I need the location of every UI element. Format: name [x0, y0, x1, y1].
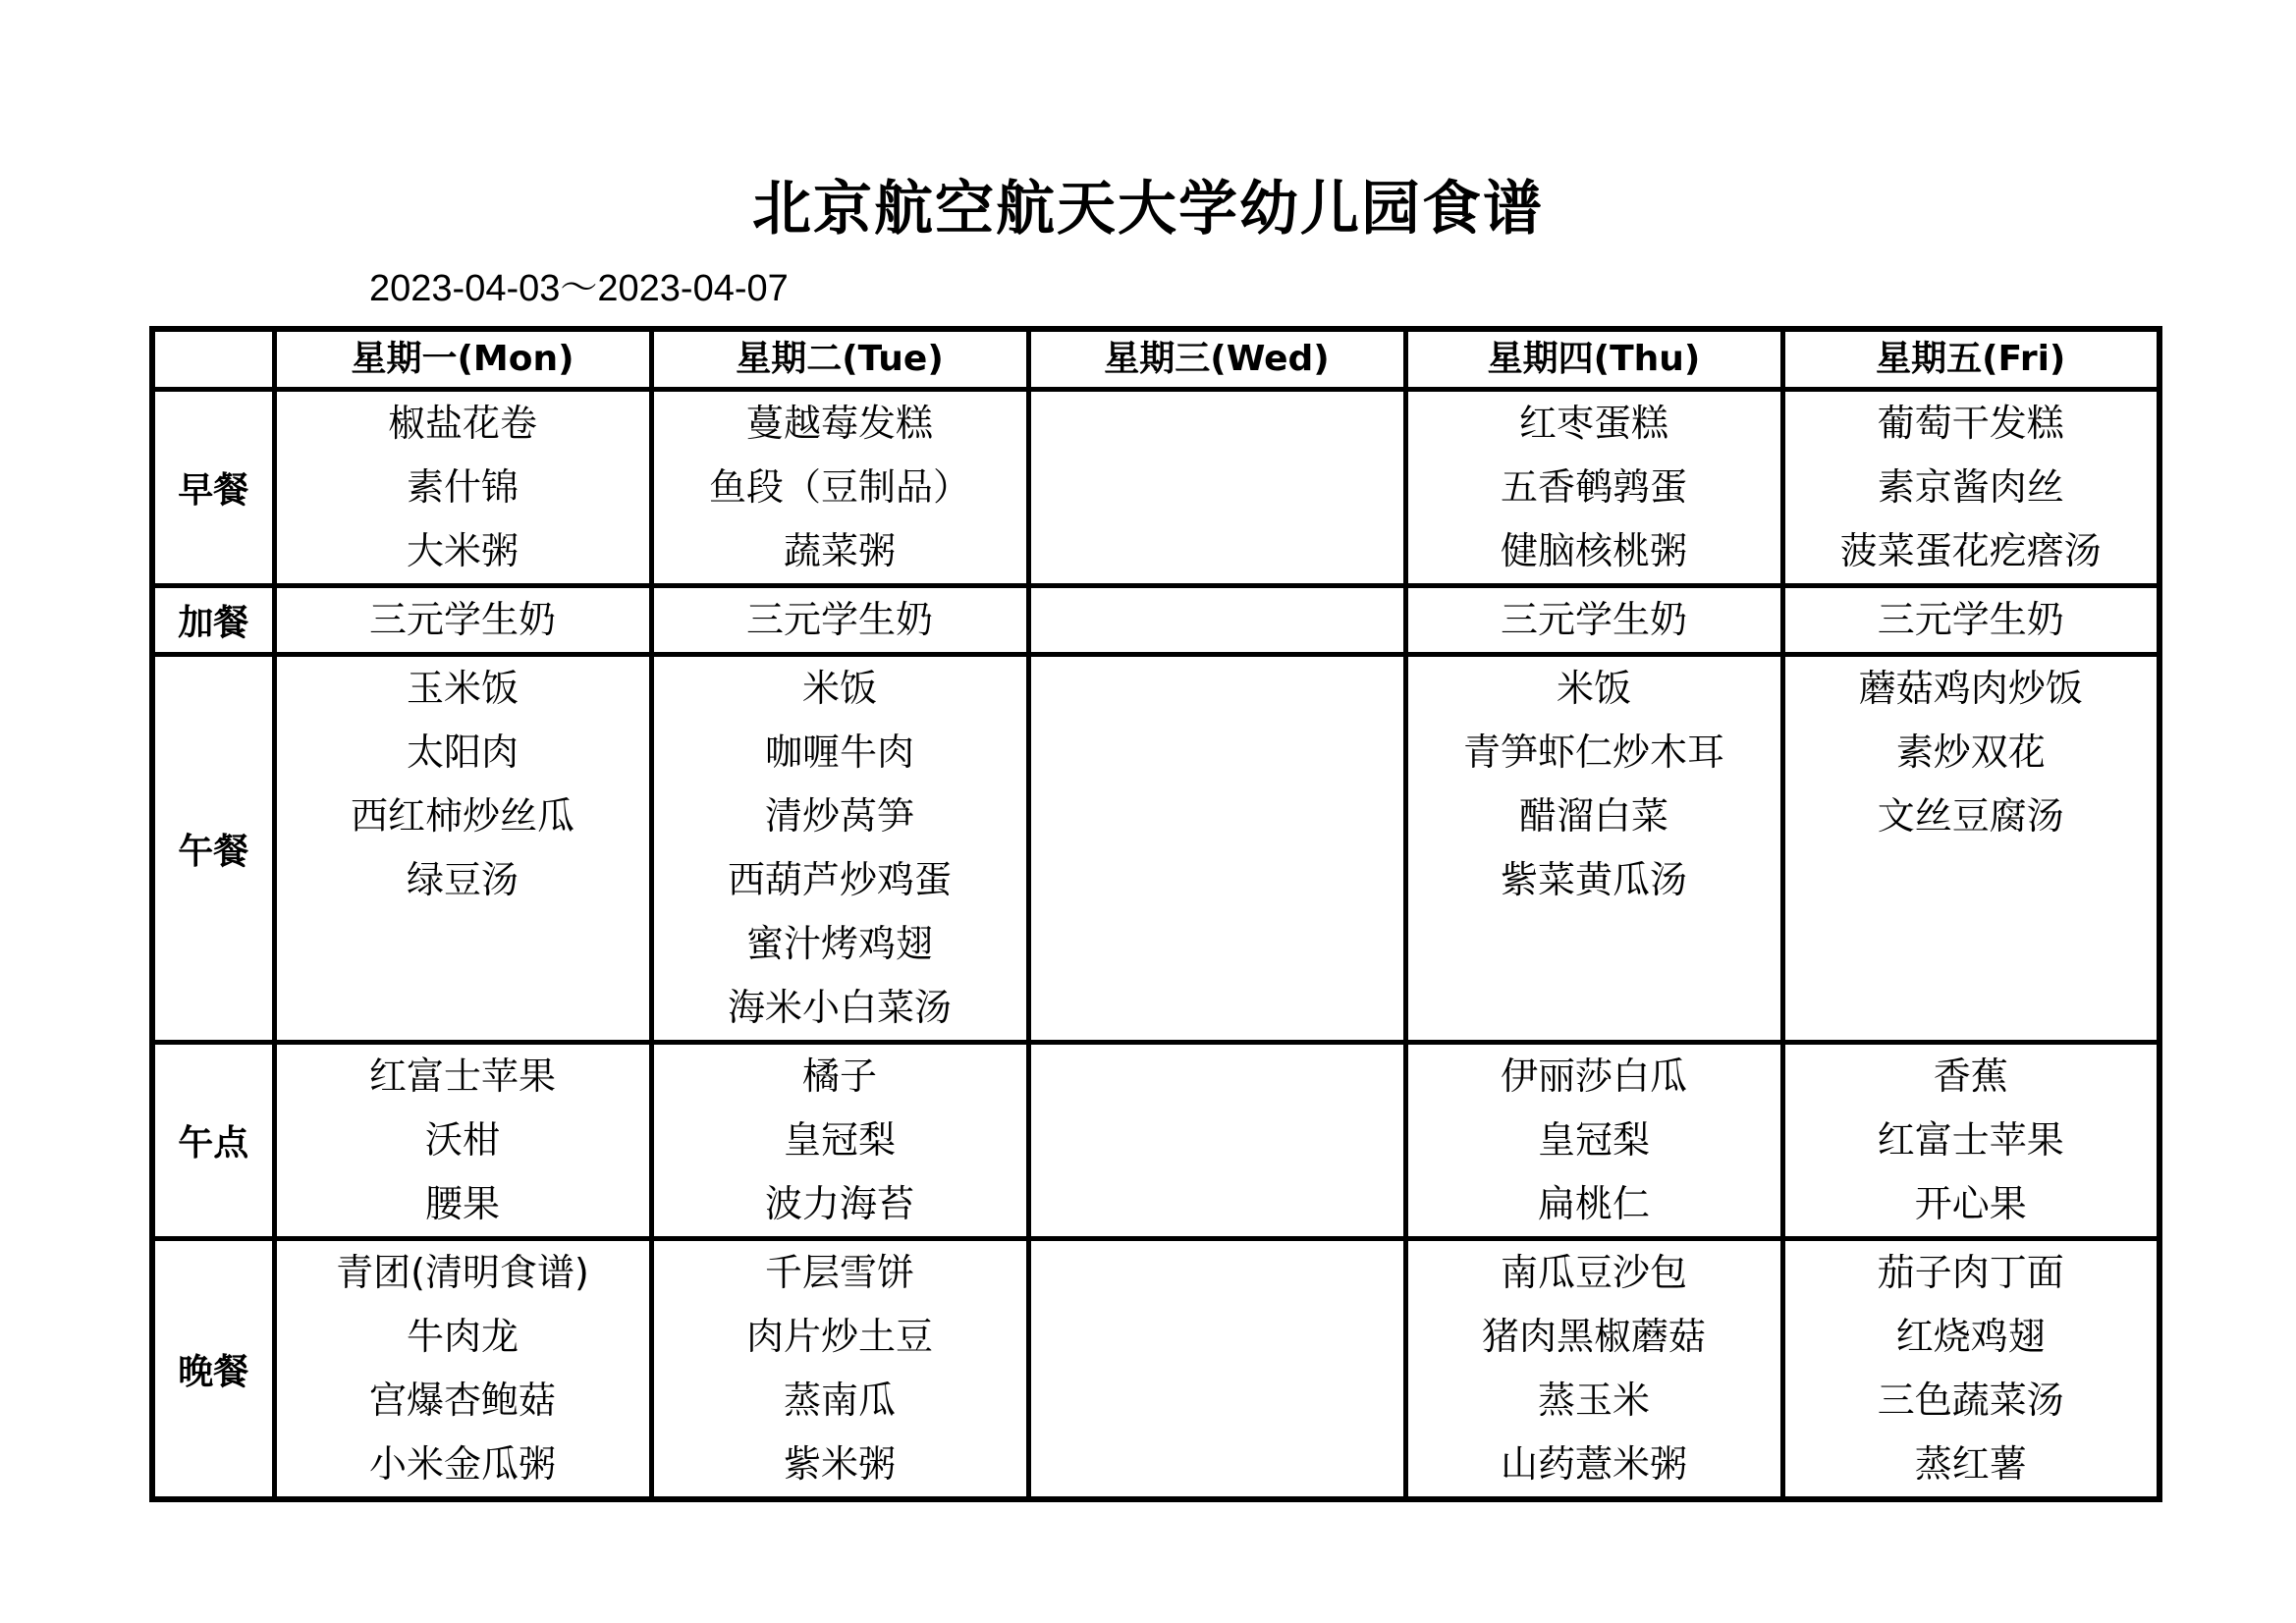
day-cell	[1782, 1239, 2159, 1500]
dish-item: 海米小白菜汤	[727, 986, 952, 1029]
day-cell	[1782, 586, 2159, 655]
date-range: 2023-04-03～2023-04-07	[369, 268, 789, 309]
dish-item: 猪肉黑椒蘑菇	[1481, 1315, 1706, 1358]
dish-item: 波力海苔	[764, 1182, 914, 1225]
meal-label: 午餐	[152, 655, 274, 1043]
day-cell	[1405, 655, 1782, 1043]
dish-item: 三元学生奶	[1500, 598, 1687, 641]
day-cell	[1782, 390, 2159, 586]
dish-item: 沃柑	[424, 1118, 500, 1162]
day-header: 星期四(Thu)	[1405, 329, 1782, 390]
page-title: 北京航空航天大学幼儿园食谱	[752, 175, 1544, 243]
dish-item: 红烧鸡翅	[1895, 1315, 2046, 1358]
dish-item: 三元学生奶	[745, 598, 933, 641]
day-header: 星期三(Wed)	[1028, 329, 1405, 390]
day-cell	[274, 390, 651, 586]
day-cell	[274, 1043, 651, 1239]
dish-item: 牛肉龙	[406, 1315, 519, 1358]
dish-item: 咖喱牛肉	[764, 730, 914, 774]
dish-item: 素炒双花	[1895, 730, 2046, 774]
dish-item: 太阳肉	[406, 730, 519, 774]
dish-item: 蘑菇鸡肉炒饭	[1858, 667, 2083, 710]
day-cell	[651, 1239, 1028, 1500]
day-cell	[651, 655, 1028, 1043]
dish-item: 米饭	[1556, 667, 1631, 710]
dish-item: 伊丽莎白瓜	[1500, 1055, 1687, 1098]
dish-item: 小米金瓜粥	[368, 1442, 556, 1486]
dish-item: 皇冠梨	[1537, 1118, 1650, 1162]
meal-row-lunch	[152, 655, 2159, 1043]
dish-item: 扁桃仁	[1537, 1182, 1650, 1225]
day-header: 星期二(Tue)	[651, 329, 1028, 390]
dish-item: 橘子	[801, 1055, 877, 1098]
dish-item: 蒸南瓜	[783, 1379, 896, 1422]
dish-item: 红富士苹果	[368, 1055, 556, 1098]
dish-item: 红枣蛋糕	[1518, 402, 1668, 445]
day-cell	[274, 586, 651, 655]
day-cell	[651, 390, 1028, 586]
dish-item: 青团(清明食谱)	[336, 1251, 589, 1294]
day-cell	[651, 586, 1028, 655]
dish-item: 红富士苹果	[1877, 1118, 2064, 1162]
dish-item: 西葫芦炒鸡蛋	[727, 858, 952, 901]
day-cell	[274, 1239, 651, 1500]
dish-item: 蒸红薯	[1914, 1442, 2027, 1486]
dish-item: 紫米粥	[783, 1442, 896, 1486]
dish-item: 三元学生奶	[1877, 598, 2064, 641]
day-cell	[1028, 390, 1405, 586]
dish-item: 蒸玉米	[1537, 1379, 1650, 1422]
meal-label: 早餐	[152, 390, 274, 586]
day-cell	[1782, 1043, 2159, 1239]
dish-item: 五香鹌鹑蛋	[1500, 465, 1687, 509]
dish-item: 肉片炒土豆	[745, 1315, 933, 1358]
dish-item: 椒盐花卷	[387, 402, 537, 445]
day-header: 星期一(Mon)	[274, 329, 651, 390]
dish-item: 玉米饭	[406, 667, 519, 710]
dish-item: 绿豆汤	[406, 858, 519, 901]
meal-label: 晚餐	[152, 1239, 274, 1500]
dish-item: 大米粥	[406, 529, 519, 572]
day-cell	[1405, 586, 1782, 655]
meal-row-dinner	[152, 1239, 2159, 1500]
dish-item: 茄子肉丁面	[1877, 1251, 2064, 1294]
meal-label: 午点	[152, 1043, 274, 1239]
dish-item: 鱼段（豆制品）	[708, 465, 970, 509]
dish-item: 蜜汁烤鸡翅	[745, 922, 933, 965]
dish-item: 米饭	[801, 667, 877, 710]
day-cell	[1028, 1239, 1405, 1500]
corner-cell	[152, 329, 274, 390]
day-cell	[1405, 1239, 1782, 1500]
day-cell	[1782, 655, 2159, 1043]
dish-item: 蔓越莓发糕	[745, 402, 933, 445]
day-cell	[1028, 655, 1405, 1043]
dish-item: 葡萄干发糕	[1877, 402, 2064, 445]
dish-item: 菠菜蛋花疙瘩汤	[1839, 529, 2102, 572]
dish-item: 宫爆杏鲍菇	[368, 1379, 556, 1422]
dish-item: 香蕉	[1933, 1055, 2008, 1098]
dish-item: 腰果	[424, 1182, 500, 1225]
dish-item: 素什锦	[406, 465, 519, 509]
dish-item: 蔬菜粥	[783, 529, 896, 572]
dish-item: 紫菜黄瓜汤	[1500, 858, 1687, 901]
meal-row-snack	[152, 586, 2159, 655]
day-cell	[1405, 390, 1782, 586]
meal-row-afternoon-snack	[152, 1043, 2159, 1239]
dish-item: 素京酱肉丝	[1877, 465, 2064, 509]
dish-item: 南瓜豆沙包	[1500, 1251, 1687, 1294]
dish-item: 西红柿炒丝瓜	[350, 794, 574, 838]
dish-item: 清炒莴笋	[764, 794, 914, 838]
dish-item: 健脑核桃粥	[1500, 529, 1687, 572]
menu-table	[149, 326, 2162, 1502]
dish-item: 山药薏米粥	[1500, 1442, 1687, 1486]
meal-row-breakfast	[152, 390, 2159, 586]
dish-item: 文丝豆腐汤	[1877, 794, 2064, 838]
day-cell	[1405, 1043, 1782, 1239]
dish-item: 皇冠梨	[783, 1118, 896, 1162]
day-header: 星期五(Fri)	[1782, 329, 2159, 390]
dish-item: 千层雪饼	[764, 1251, 914, 1294]
meal-label: 加餐	[152, 586, 274, 655]
day-cell	[274, 655, 651, 1043]
dish-item: 青笋虾仁炒木耳	[1462, 730, 1724, 774]
day-cell	[651, 1043, 1028, 1239]
day-cell	[1028, 586, 1405, 655]
header-row	[152, 329, 2159, 390]
dish-item: 三元学生奶	[368, 598, 556, 641]
dish-item: 三色蔬菜汤	[1877, 1379, 2064, 1422]
dish-item: 开心果	[1914, 1182, 2027, 1225]
day-cell	[1028, 1043, 1405, 1239]
dish-item: 醋溜白菜	[1518, 794, 1668, 838]
